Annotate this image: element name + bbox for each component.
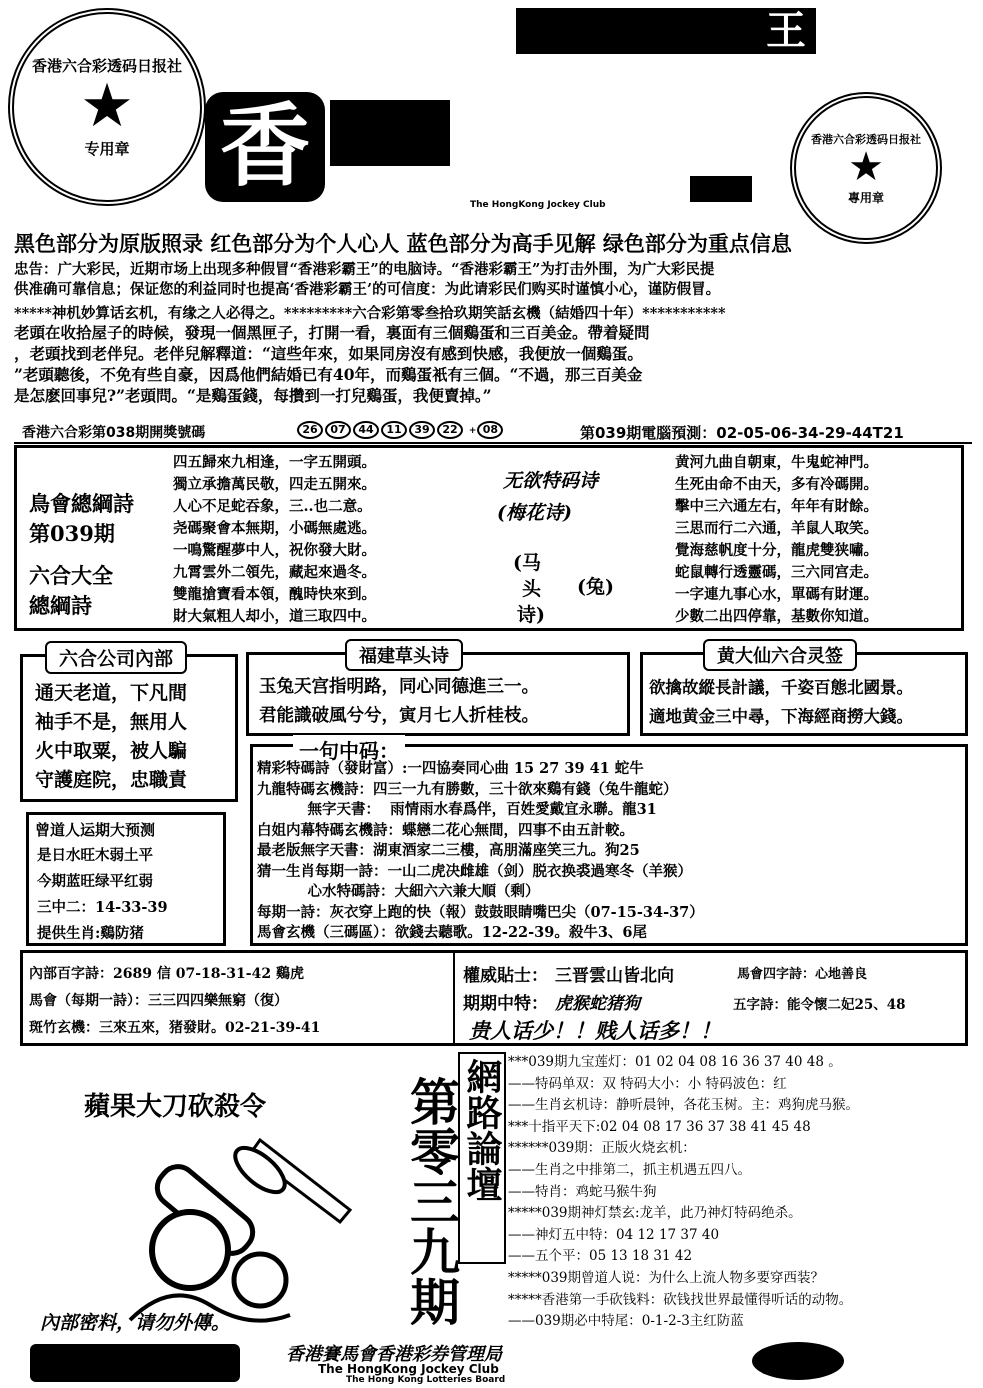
daoren-lines [37, 843, 168, 947]
huang-line: 適地黄金三中尋，下海經商撈大錢。 [649, 707, 913, 726]
mid-title: 无欲特码诗 [503, 470, 599, 492]
story-line: 是怎麽回事兒?”老頭問。“是鷄蛋錢，每攢到一打兒鷄蛋，我便賣掉。” [14, 386, 492, 405]
mid-c: 诗) [517, 604, 545, 626]
neibu-line: 內部百字詩：2689 信 07-18-31-42 鷄虎 [29, 966, 304, 982]
poem-line: 三思而行二六通，羊鼠人取笑。 [675, 520, 878, 537]
quanwei-value: 虎猴蛇猪狗 [555, 994, 640, 1014]
poem-line: 人心不足蛇吞象，三..也二意。 [173, 498, 372, 515]
forum-line: ******039期：正版火烧玄机： [508, 1140, 696, 1157]
big-logo-text: 香 [220, 94, 310, 199]
company-line: 通天老道，下凡間 [35, 682, 188, 704]
forum-line: ***十指平天下:02 04 08 17 36 37 38 41 45 48 [508, 1118, 811, 1135]
stamp-right [790, 92, 942, 244]
fujian-line: 玉兔天宫指明路，同心同德進三一。 [259, 677, 539, 697]
neibu-line: 馬會（每期一詩）：三三四四樂無窮（復） [29, 993, 288, 1009]
notice-line: 供准确可靠信息；保证您的利益同时也提高‘香港彩霸王’的可信度：为此请彩民们购买时谨慎小心，谨防假冒。 [14, 281, 721, 298]
left-title: 六合大全 [29, 563, 113, 588]
company-title: 六合公司內部 [45, 641, 187, 674]
quanwei-label: 權威貼士： [463, 966, 548, 986]
logo-bar [330, 100, 450, 166]
ball-special: 08 [477, 421, 503, 439]
yiju-line: 馬會玄機（三碼區）：欲錢去聽歌。12-22-39。殺牛3、6尾 [257, 924, 647, 941]
poem-col1 [173, 452, 376, 628]
yiju-line: 白姐内幕特碼玄機詩：蝶戀二花心無間，四事不由五計較。 [257, 821, 634, 839]
poem-line: 黄河九曲自朝東，牛鬼蛇神門。 [675, 454, 878, 471]
huang-title: 黄大仙六合灵签 [703, 639, 857, 671]
poem-line: 覺海慈帆度十分，龍虎雙狭嘯。 [675, 542, 878, 559]
yiju-line: 心水特碼詩：大細六六兼大順（剩） [257, 883, 540, 900]
yiju-line: 九龍特碼玄機詩：四三一九有勝數，三十欲來鷄有錢（兔牛龍蛇） [257, 780, 678, 798]
stamp-right-ring: 香港六合彩透码日报社 [811, 132, 921, 146]
draw-balls: 26 07 44 11 39 22 + 08 [296, 421, 504, 439]
forum-line: ——039期必中特尾：0-1-2-3主红防蓝 [508, 1313, 744, 1330]
forum-line: ——生肖之中排第二，抓主机遇五四八。 [508, 1161, 751, 1178]
poem-line: 一鳴驚醒夢中人，祝你發大財。 [173, 542, 376, 559]
stamp-right-sub: 專用章 [847, 190, 884, 205]
ball: 44 [353, 421, 379, 439]
neibu-line: 斑竹玄機：三來五來，猪發財。02-21-39-41 [29, 1020, 321, 1036]
story-line: ，老頭找到老伴兒。老伴兒解釋道：“這些年來，如果同房沒有感到快感，我便放一個鷄蛋。 [14, 344, 643, 363]
fujian-box [246, 646, 630, 736]
yiju-line: 無字天書： 雨情雨水春爲伴，百姓愛戴宜永聯。龍31 [257, 801, 657, 818]
club-small: The HongKong Jockey Club [470, 200, 606, 210]
vertical-period: 第零三九期 [402, 1076, 461, 1326]
mid-title: (梅花诗) [497, 502, 572, 524]
stamp-left [8, 8, 206, 206]
left-title: 第039期 [29, 521, 115, 546]
huang-line: 欲擒故縱長計議，千姿百態北國景。 [649, 678, 913, 697]
huang-box [640, 646, 968, 736]
story-line: 老頭在收拾屋子的時候，發現一個黑匣子，打開一看，裏面有三個鷄蛋和三百美金。帶着疑問 [14, 323, 650, 342]
top-title [516, 8, 816, 54]
mid-d: (兔) [577, 576, 614, 598]
left-title: 鳥會總綱詩 [29, 491, 134, 516]
poem-line: 九霄雲外二領先，藏起來過冬。 [173, 564, 376, 581]
apple-note: 內部密料，请勿外傳。 [40, 1312, 231, 1334]
forum-lines [508, 1052, 859, 1333]
footer-en2: The Hong Kong Lotteries Board [346, 1375, 506, 1385]
story-line: ”老頭聽後，不免有些自豪，因爲他們結婚已有40年，而鷄蛋衹有三個。“不過，那三百美金 [14, 365, 643, 384]
company-box [20, 648, 238, 802]
neibu-lines [29, 961, 320, 1042]
left-title: 總綱詩 [29, 593, 92, 618]
company-lines [35, 679, 187, 795]
notice-line: 忠告：广大彩民，近期市场上出现多种假冒“香港彩霸王”的电脑诗。“香港彩霸王”为打击外围，为广大彩民提 [14, 261, 715, 278]
ball: 26 [297, 421, 323, 439]
ball: 07 [325, 421, 351, 439]
poem-line: 尧碼聚會本無期，小碼無處逃。 [173, 520, 376, 537]
poem-line: 蛇鼠轉行透靈碼，三六同宫走。 [675, 564, 878, 581]
daoren-line: 是日水旺木弱土平 [37, 847, 153, 864]
forum-line: ——神灯五中特：04 12 17 37 40 [508, 1226, 720, 1243]
forum-line: *****039期曾道人说：为什么上流人物多要穿西装？ [508, 1269, 825, 1286]
star-icon: ★ [848, 143, 884, 190]
knife-icon [110, 1130, 370, 1330]
quanwei-right: 五字詩：能令懷二妃25、48 [733, 997, 906, 1013]
stamp-left-ring: 香港六合彩透码日报社 [31, 57, 182, 75]
vertical-forum: 網路論壇 [458, 1052, 506, 1264]
logo-bar [690, 176, 752, 202]
stamp-left-sub: 专用章 [84, 140, 130, 158]
ball: 39 [409, 421, 435, 439]
forum-line: ——生肖玄机诗：静听晨钟，各花玉树。主：鸡狗虎马猴。 [508, 1097, 859, 1114]
company-line: 火中取粟，被人騙 [35, 740, 188, 762]
top-title-text: 王 [766, 8, 806, 54]
poem-line: 一字連九事心水，單碼有財運。 [675, 586, 878, 603]
daoren-line: 三中二：14-33-39 [37, 899, 168, 916]
fujian-lines [259, 673, 539, 731]
neibu-box [20, 950, 968, 1046]
company-line: 袖手不是，無用人 [35, 711, 188, 733]
mid-a: (马 [513, 552, 541, 574]
fujian-line: 君能識破風兮兮，寅月七人折桂枝。 [259, 706, 539, 726]
forum-line: ——五个平：05 13 18 31 42 [508, 1248, 693, 1265]
poem-line: 生死由命不由天，多有冷碼開。 [675, 476, 878, 493]
yiju-line: 每期一詩：灰衣穿上跑的快（報）鼓鼓眼睛嘴巴尖（07-15-34-37） [257, 903, 704, 921]
story [14, 322, 650, 406]
footer-cn: 香港賽馬會香港彩券管理局 [286, 1344, 502, 1365]
poem-line: 雙龍搶寶看本領，醜時快來到。 [173, 586, 376, 603]
ball: 22 [437, 421, 463, 439]
draw-right-label: 第039期電腦預測：02-05-06-34-29-44T21 [580, 424, 904, 442]
daoren-line: 今期蓝旺绿平红弱 [37, 873, 153, 890]
poem-col2 [675, 452, 878, 628]
ball: 11 [381, 421, 407, 439]
legend: 黑色部分为原版照录 红色部分为个人心人 蓝色部分为高手见解 绿色部分为重点信息 [14, 231, 792, 256]
draw-bar [14, 420, 972, 444]
poem-line: 擊中三六通左右，年年有財餘。 [675, 498, 878, 515]
yiju-line: 猜一生肖每期一詩：一山二虎决雌雄（剑）脱衣换裘過寒冬（羊猴） [257, 862, 692, 880]
yiju-line: 精彩特碼詩（發財富）:一四協奏同心曲 15 27 39 41 蛇牛 [257, 760, 644, 777]
footer-logo-right [752, 1342, 844, 1380]
forum-line: *****香港第一手砍钱料：砍钱找世界最懂得听话的动物。 [508, 1291, 853, 1308]
yiju-box [250, 739, 968, 946]
forum-line: ——特肖：鸡蛇马猴牛狗 [508, 1183, 657, 1200]
yiju-line: 最老版無字天書：湖東酒家二三樓，高朋滿座笑三九。狗25 [257, 842, 640, 859]
star-icon: ★ [80, 71, 134, 141]
forum-line: ——特码单双：双 特码大小：小 特码波色：红 [508, 1075, 787, 1092]
draw-left-label: 香港六合彩第038期開獎號碼 [22, 425, 206, 441]
quanwei-right: 馬會四字詩：心地善良 [737, 967, 868, 982]
footer-en1: The HongKong Jockey Club [318, 1362, 499, 1376]
divider [453, 953, 455, 1045]
yiju-lines [257, 759, 704, 944]
poem-line: 獨立承擔萬民敬，四走五開來。 [173, 476, 376, 493]
footer-logo-left [30, 1344, 240, 1382]
forum-line: ***039期九宝莲灯：01 02 04 08 16 36 37 40 48 。 [508, 1054, 842, 1070]
quanwei-label: 期期中特： [463, 994, 548, 1014]
company-line: 守護庭院，忠職責 [35, 769, 188, 791]
story-heading: *****神机妙算话玄机，有缘之人必得之。*********六合彩第零叁拾玖期笑話玄機（結婚四十年）*********** [14, 305, 726, 322]
apple-title: 蘋果大刀砍殺令 [84, 1092, 267, 1122]
poem-line: 財大氣粗人却小，道三取四中。 [173, 608, 376, 625]
daoren-title: 曾道人运期大预测 [35, 821, 156, 839]
daoren-line: 提供生肖:鷄防猪 [37, 925, 144, 942]
poem-line: 四五歸來九相逢，一字五開頭。 [173, 454, 376, 471]
huang-lines [649, 673, 913, 731]
mid-b: 头 [522, 578, 542, 600]
quanwei-value: 三晋雲山皆北向 [555, 966, 674, 986]
forum-line: *****039期神灯禁玄:龙羊，此乃神灯特码绝杀。 [508, 1205, 802, 1222]
yiju-title: 一句中码： [293, 735, 405, 764]
poem-line: 少數二出四停靠，基數你知道。 [675, 608, 878, 625]
big-logo [205, 92, 325, 202]
slogan: 贵人话少！！贱人话多！！ [469, 1018, 721, 1043]
poem-box [14, 445, 964, 631]
fujian-title: 福建草头诗 [345, 639, 463, 671]
daoren-box [26, 812, 226, 946]
